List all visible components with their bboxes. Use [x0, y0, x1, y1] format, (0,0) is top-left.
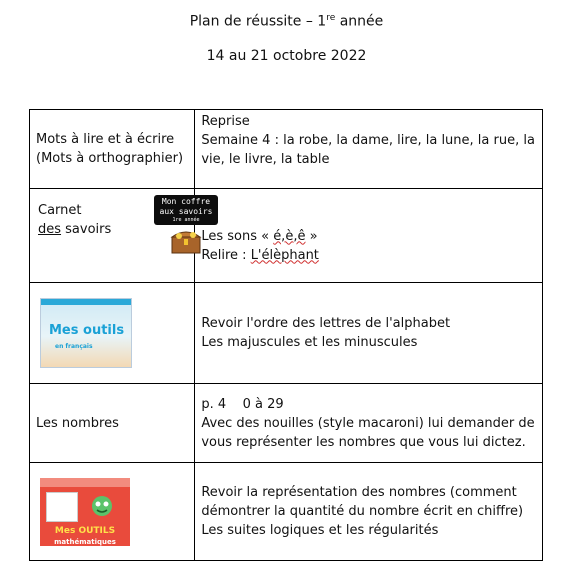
coffre-savoirs-cover [154, 195, 218, 257]
row-content: Reprise Semaine 4 : la robe, la dame, lire, la lune, la rue, la vie, le livre, la table [195, 110, 543, 189]
row-label: Les nombres [30, 384, 195, 463]
treasure-chest-icon [169, 227, 203, 255]
table-row [30, 189, 543, 283]
plan-table [29, 109, 543, 561]
table-row [30, 110, 543, 189]
row-label [30, 463, 195, 561]
row-content: p. 4 0 à 29 Avec des nouilles (style macaroni) lui demander de vous représenter les nombres que vous lui dictez. [195, 384, 543, 463]
row-content: Revoir la représentation des nombres (comment démontrer la quantité du nombre écrit en chiffre) Les suites logiques et les régularités [195, 463, 543, 561]
mes-outils-math-cover: Mes OUTILS mathématiques [40, 478, 130, 546]
row-content: Les sons « é,è,ê » Relire : L'élèphant [195, 189, 543, 283]
row-content: Revoir l'ordre des lettres de l'alphabet Les majuscules et les minuscules [195, 283, 543, 384]
table-row [30, 463, 543, 561]
mes-outils-francais-cover: Mes outils en français [40, 298, 132, 368]
mascot-icon [90, 494, 114, 518]
row-label [30, 283, 195, 384]
row-label: Mots à lire et à écrire (Mots à orthographier) [30, 110, 195, 189]
page-dates: 14 au 21 octobre 2022 [206, 48, 367, 64]
table-row [30, 384, 543, 463]
row-label: Carnet des savoirs Mon coffre aux savoirs 1re année [30, 189, 195, 283]
page-title: Plan de réussite – 1re année [189, 13, 384, 30]
table-row [30, 283, 543, 384]
coffre-cover-title: Mon coffre aux savoirs 1re année [154, 195, 218, 225]
